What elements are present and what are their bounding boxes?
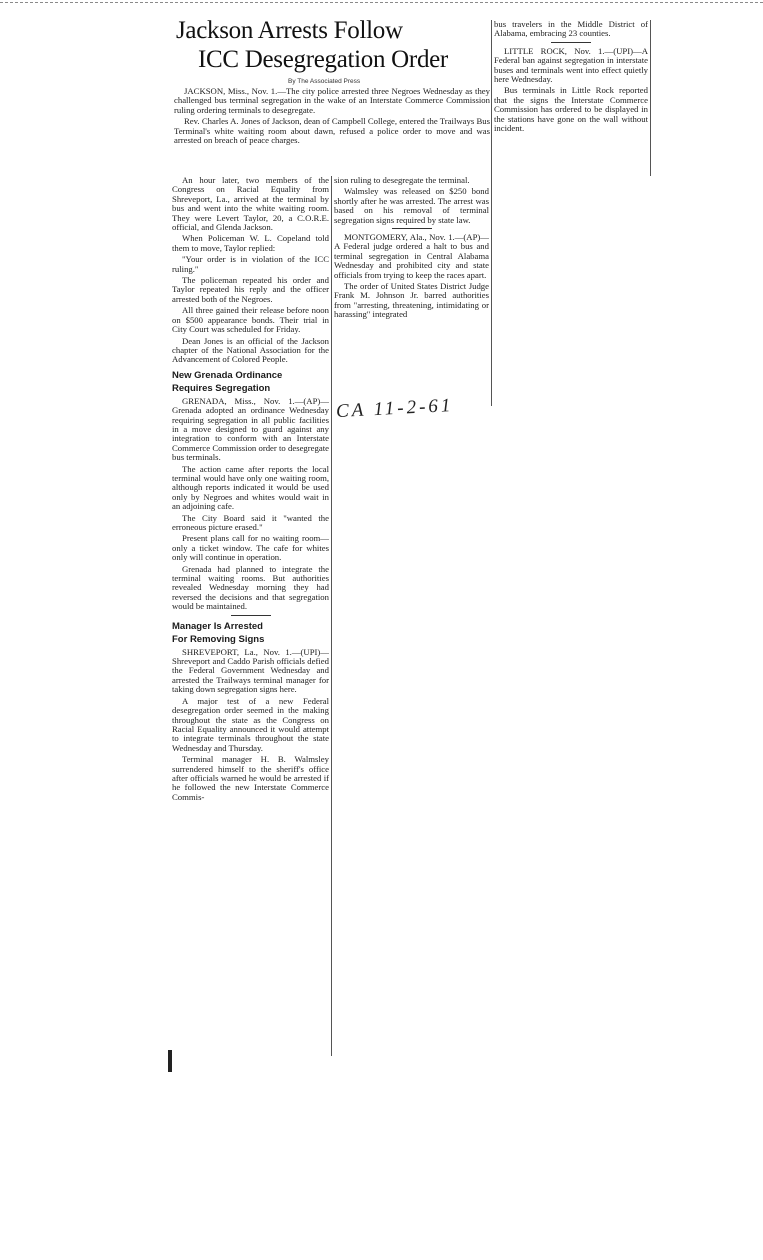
grenada-subhead-line-2: Requires Segregation (172, 382, 271, 394)
headline (176, 16, 492, 74)
headline-line-2: ICC Desegregation Order (198, 46, 448, 73)
section-divider (231, 615, 271, 616)
article-paragraph: An hour later, two members of the Congress on Racial Equality from Shreveport, La., arrived at the terminal by bus and went into the white waiting room. They were Levert Taylor, 20, a C.O.R.E. official, and Glenda Jackson. (172, 175, 329, 233)
article-paragraph: The policeman repeated his order and Taylor repeated his reply and the officer arrested both of the Negroes. (172, 275, 329, 304)
grenada-paragraph: Present plans call for no waiting room—only a ticket window. The cafe for whites only will continue in operation. (172, 533, 329, 563)
article-paragraph: bus travelers in the Middle District of Alabama, embracing 23 counties. (494, 19, 648, 39)
intro-column (174, 87, 490, 147)
grenada-paragraph: The action came after reports the local terminal would have only one waiting room, although reports indicated it would be used only by Negroes and whites would wait in an adjoining cafe. (172, 463, 329, 512)
shreveport-subhead-line-2: For Removing Signs (172, 633, 265, 645)
little-rock-paragraph: Bus terminals in Little Rock reported that the signs the Interstate Commerce Commission has ordered to be displayed in the stations have gone on the wall without incident. (494, 85, 648, 134)
column-rule-right (650, 20, 651, 176)
column-rule-left (331, 176, 332, 1056)
right-column (494, 20, 648, 135)
handwritten-date-stamp: CA 11-2-61 (335, 394, 454, 423)
grenada-paragraph: Grenada had planned to integrate the terminal waiting rooms. But authorities revealed Wednesday morning they had reversed the decisions and that segregation would be maintained. (172, 563, 329, 612)
intro-paragraph: JACKSON, Miss., Nov. 1.—The city police arrested three Negroes Wednesday as they challenged bus terminal segregation in the wake of an Interstate Commerce Commission ruling ordering terminals to desegregate. (174, 86, 490, 115)
grenada-subhead-line-1: New Grenada Ordinance (172, 369, 283, 381)
grenada-paragraph: GRENADA, Miss., Nov. 1.—(AP)—Grenada adopted an ordinance Wednesday requiring segregation in all public facilities in a move designed to guard against any integration to conform with an Interstate Commerce Commission order to desegregate bus terminals. (172, 395, 329, 463)
montgomery-paragraph: MONTGOMERY, Ala., Nov. 1.—(AP)—A Federal judge ordered a halt to bus and terminal segregation in Central Alabama Wednesday and prohibited city and state officials from trying to keep the races apart. (334, 232, 489, 280)
shreveport-paragraph: Terminal manager H. B. Walmsley surrendered himself to the sheriff's office after officials warned he would be arrested if he followed the new Interstate Commerce Commis- (172, 754, 329, 802)
article-paragraph: When Policeman W. L. Copeland told them to move, Taylor replied: (172, 233, 329, 253)
intro-paragraph: Rev. Charles A. Jones of Jackson, dean of Campbell College, entered the Trailways Bus Terminal's white waiting room about dawn, refused a police order to move and was arrested on breach of peace charges. (174, 116, 490, 146)
montgomery-paragraph: The order of United States District Judge Frank M. Johnson Jr. barred authorities from "arresting, threatening, intimidating or harassing" integrated (334, 281, 489, 320)
section-divider (392, 228, 432, 229)
article-paragraph: Dean Jones is an official of the Jackson chapter of the National Association for the Advancement of Colored People. (172, 335, 329, 365)
shreveport-subhead-line-1: Manager Is Arrested (172, 620, 263, 632)
article-paragraph: Walmsley was released on $250 bond shortly after he was arrested. The arrest was based on his removal of terminal segregation signs required by state law. (334, 186, 489, 225)
little-rock-paragraph: LITTLE ROCK, Nov. 1.—(UPI)—A Federal ban against segregation in interstate buses and terminals went into effect quietly here Wednesday. (494, 45, 648, 85)
column-rule-middle (491, 20, 492, 406)
section-divider (551, 42, 591, 43)
shreveport-subhead (172, 620, 329, 646)
byline: By The Associated Press (288, 78, 361, 85)
article-paragraph: sion ruling to desegregate the terminal. (334, 175, 470, 185)
headline-line-1: Jackson Arrests Follow (176, 17, 403, 44)
shreveport-paragraph: A major test of a new Federal desegregation order seemed in the making throughout the state as the Congress on Racial Equality announced it would attempt to integrate terminals throughout the state Wednesday and Thursday. (172, 695, 329, 753)
grenada-paragraph: The City Board said it "wanted the erroneous picture erased." (172, 512, 329, 532)
article-paragraph: All three gained their release before noon on $500 appearance bonds. Their trial in City Court was scheduled for Friday. (172, 305, 329, 335)
shreveport-paragraph: SHREVEPORT, La., Nov. 1.—(UPI)—Shreveport and Caddo Parish officials defied the Federal Government Wednesday and arrested the Trailways terminal manager for taking down segregation signs here. (172, 646, 329, 695)
middle-column (334, 176, 489, 322)
grenada-subhead (172, 369, 329, 395)
left-column (172, 176, 332, 804)
article-paragraph: "Your order is in violation of the ICC ruling." (172, 254, 329, 274)
scan-mark (168, 1050, 172, 1072)
